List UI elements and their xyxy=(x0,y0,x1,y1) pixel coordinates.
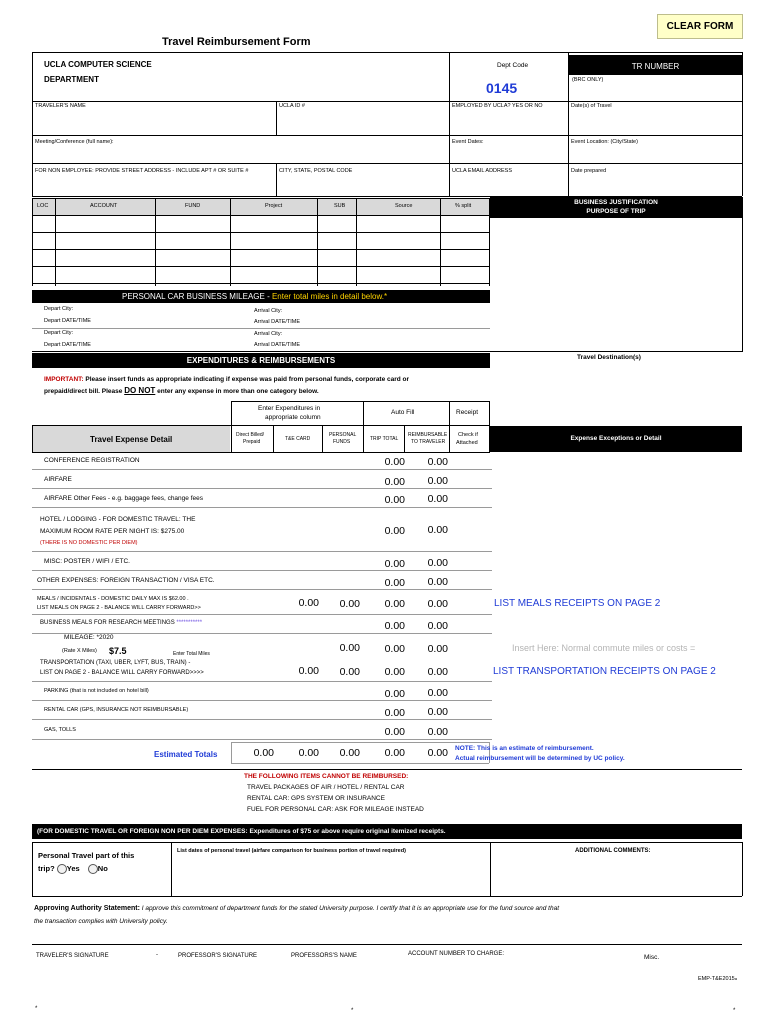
footer-mark-center: * xyxy=(351,1008,354,1014)
enter-total-miles-label: Enter Total Miles xyxy=(173,651,210,657)
arrival-datetime-label-2: Arrival DATE/TIME xyxy=(254,342,301,348)
department-name-line-1: UCLA COMPUTER SCIENCE xyxy=(44,60,152,69)
dates-of-travel-label: Date(s) of Travel xyxy=(571,103,612,109)
total-miles-input[interactable] xyxy=(134,644,164,656)
mileage-reimbursable: 0.00 xyxy=(427,643,448,655)
non-employee-address-label: FOR NON EMPLOYEE: PROVIDE STREET ADDRESS - INCLUDE APT # OR SUITE # xyxy=(35,168,249,174)
estimate-note-line-1: NOTE: This is an estimate of reimbursement. xyxy=(455,745,594,752)
personal-travel-yes-radio[interactable] xyxy=(57,864,67,874)
airfare-trip-total: 0.00 xyxy=(384,476,405,488)
row-transportation-line-2: LIST ON PAGE 2 - BALANCE WILL CARRY FORWARD>>>> xyxy=(40,670,204,676)
arrival-city-label-1: Arrival City: xyxy=(254,308,283,314)
row-meals-line-2: LIST MEALS ON PAGE 2 - BALANCE WILL CARRY FORWARD>> xyxy=(37,605,201,611)
col-reimbursable-1: REIMBURSABLE xyxy=(408,432,448,438)
row-meals-line-1: MEALS / INCIDENTALS - DOMESTIC DAILY MAX IS $62.00 . xyxy=(37,596,189,602)
signature-dash: - xyxy=(156,952,158,958)
itemized-receipts-banner xyxy=(32,824,742,839)
employed-by-ucla-label: EMPLOYED BY UCLA? YES OR NO xyxy=(452,103,543,109)
footer-mark-left: * xyxy=(35,1006,38,1012)
row-transportation-line-1: TRANSPORTATION (TAXI, UBER, LYFT, BUS, TRAIN) - xyxy=(40,660,191,666)
row-airfare: AIRFARE xyxy=(44,476,72,483)
row-rate-value: $7.5 xyxy=(109,646,127,656)
auto-fill-label: Auto Fill xyxy=(391,409,415,416)
fund-col-fund: FUND xyxy=(185,203,201,209)
row-hotel-line-2: MAXIMUM ROOM RATE PER NIGHT IS: $275.00 xyxy=(40,528,185,535)
other-trip-total: 0.00 xyxy=(384,577,405,589)
row-mileage-label: MILEAGE: *2020 xyxy=(64,634,114,641)
ucla-email-input[interactable] xyxy=(450,176,567,195)
row-hotel-note: (THERE IS NO DOMESTIC PER DIEM) xyxy=(40,540,138,546)
purpose-of-trip-label: PURPOSE OF TRIP xyxy=(586,208,646,215)
expenditures-header xyxy=(32,353,490,368)
dept-code-label: Dept Code xyxy=(497,62,529,69)
professors-name-field[interactable] xyxy=(289,961,404,975)
street-address-input[interactable] xyxy=(33,176,275,195)
depart-datetime-label: Depart DATE/TIME xyxy=(44,318,91,324)
professors-signature-field[interactable] xyxy=(176,961,286,975)
additional-comments-input[interactable] xyxy=(492,858,741,894)
important-label: IMPORTANT: xyxy=(44,376,84,383)
airfare-other-reimbursable: 0.00 xyxy=(427,493,448,505)
parking-reimbursable: 0.00 xyxy=(427,687,448,699)
col-check-attached-2: Attached xyxy=(456,440,478,446)
business-meals-reimbursable: 0.00 xyxy=(427,620,448,632)
misc-label: Misc. xyxy=(644,954,660,961)
other-reimbursable: 0.00 xyxy=(427,576,448,588)
professors-name-label: PROFESSORS'S NAME xyxy=(291,953,357,959)
tr-number-header xyxy=(569,55,742,75)
col-trip-total: TRIP TOTAL xyxy=(370,436,399,442)
depart-datetime-label-2: Depart DATE/TIME xyxy=(44,342,91,348)
row-airfare-other-fees: AIRFARE Other Fees - e.g. baggage fees, change fees xyxy=(44,495,203,502)
row-gas-tolls: GAS, TOLLS xyxy=(44,727,76,733)
business-meals-trip-total: 0.00 xyxy=(384,620,405,632)
expense-exceptions-label: Expense Exceptions or Detail xyxy=(570,435,662,442)
meals-trip-total: 0.00 xyxy=(384,598,405,610)
travel-destinations-input[interactable] xyxy=(491,364,741,424)
transport-reimbursable: 0.00 xyxy=(427,666,448,678)
form-code: EMP-T&E2015a xyxy=(698,976,737,982)
city-state-postal-input[interactable] xyxy=(277,176,448,195)
itemized-receipts-text: (FOR DOMESTIC TRAVEL OR FOREIGN NON PER DIEM EXPENSES: Expenditures of $75 or above require original itemized receipts. xyxy=(37,828,446,835)
purpose-of-trip-input[interactable] xyxy=(491,219,741,349)
travel-destinations-label: Travel Destination(s) xyxy=(577,354,641,361)
fund-row-2[interactable] xyxy=(33,233,489,248)
mileage-title: PERSONAL CAR BUSINESS MILEAGE xyxy=(122,292,265,301)
enter-expenditures-line-2: appropriate column xyxy=(265,414,321,421)
transportation-receipts-note: LIST TRANSPORTATION RECEIPTS ON PAGE 2 xyxy=(493,666,716,677)
rental-trip-total: 0.00 xyxy=(384,707,405,719)
event-dates-input[interactable] xyxy=(450,147,567,161)
employed-by-ucla-input[interactable] xyxy=(450,110,567,134)
event-dates-label: Event Dates: xyxy=(452,139,484,145)
hotel-trip-total: 0.00 xyxy=(384,525,405,537)
not-reimbursed-item-1: TRAVEL PACKAGES OF AIR / HOTEL / RENTAL CAR xyxy=(247,784,405,791)
business-justification-header xyxy=(490,197,742,218)
mileage-personal-funds: 0.00 xyxy=(339,642,360,654)
clear-form-button[interactable] xyxy=(657,14,743,39)
col-personal-funds-2: FUNDS xyxy=(333,439,351,445)
ucla-id-input[interactable] xyxy=(277,110,448,134)
col-personal-funds-1: PERSONAL xyxy=(329,432,357,438)
dept-code-value: 0145 xyxy=(486,80,518,96)
row-rental-car: RENTAL CAR (GPS, INSURANCE NOT REIMBURSABLE) xyxy=(44,707,189,713)
fund-col-split: % split xyxy=(455,203,472,209)
travel-expense-detail-header: Travel Expense Detail xyxy=(90,435,173,444)
personal-travel-no-label: No xyxy=(97,864,108,873)
fund-col-account: ACCOUNT xyxy=(90,203,118,209)
hotel-reimbursable: 0.00 xyxy=(427,524,448,536)
mileage-header: PERSONAL CAR BUSINESS MILEAGE - Enter total miles in detail below.* xyxy=(32,290,490,303)
conference-trip-total: 0.00 xyxy=(384,456,405,468)
expense-exceptions-header xyxy=(490,426,742,452)
department-name-line-2: DEPARTMENT xyxy=(44,75,99,84)
total-direct-billed: 0.00 xyxy=(253,747,274,759)
fund-col-project: Project xyxy=(265,203,283,209)
clear-form-label: CLEAR FORM xyxy=(666,21,734,32)
depart-city-label-2: Depart City: xyxy=(44,330,74,336)
row-conference-registration: CONFERENCE REGISTRATION xyxy=(44,457,140,464)
business-justification-label: BUSINESS JUSTIFICATION xyxy=(574,199,658,206)
row-parking: PARKING (that is not included on hotel bill) xyxy=(44,688,149,694)
travelers-signature-field[interactable] xyxy=(34,961,154,975)
receipt-label: Receipt xyxy=(456,409,479,416)
city-state-postal-label: CITY, STATE, POSTAL CODE xyxy=(279,168,353,174)
not-reimbursed-item-3: FUEL FOR PERSONAL CAR: ASK FOR MILEAGE INSTEAD xyxy=(247,806,424,813)
approval-label: Approving Authority Statement: xyxy=(34,905,140,912)
meeting-conference-input[interactable] xyxy=(33,147,448,161)
travelers-name-label: TRAVELER'S NAME xyxy=(35,103,86,109)
parking-trip-total: 0.00 xyxy=(384,688,405,700)
col-reimbursable-2: TO TRAVELER xyxy=(411,439,446,445)
event-location-label: Event Location: (City/State) xyxy=(571,139,638,145)
meals-personal-funds: 0.00 xyxy=(339,598,360,610)
personal-travel-dates-input[interactable] xyxy=(173,858,489,894)
account-number-label: ACCOUNT NUMBER TO CHARGE: xyxy=(408,951,505,957)
col-check-attached-1: Check if xyxy=(458,432,478,438)
dates-of-travel-input[interactable] xyxy=(569,110,741,134)
fund-row-4[interactable] xyxy=(33,267,489,282)
fund-row-3[interactable] xyxy=(33,250,489,265)
personal-travel-dates-label: List dates of personal travel (airfare comparison for business portion of travel required) xyxy=(177,848,406,854)
airfare-other-trip-total: 0.00 xyxy=(384,494,405,506)
date-prepared-input[interactable] xyxy=(569,176,741,195)
row-hotel-line-1: HOTEL / LODGING - FOR DOMESTIC TRAVEL: THE xyxy=(40,516,196,523)
enter-expenditures-line-1: Enter Expenditures in xyxy=(258,405,321,412)
tr-number-label: TR NUMBER xyxy=(631,62,680,71)
date-prepared-label: Date prepared xyxy=(571,168,607,174)
do-not-emphasis: DO NOT xyxy=(124,386,156,395)
travelers-name-input[interactable] xyxy=(33,110,275,134)
additional-comments-label: ADDITIONAL COMMENTS: xyxy=(575,848,651,854)
total-personal-funds: 0.00 xyxy=(339,747,360,759)
expenditures-title: EXPENDITURES & REIMBURSEMENTS xyxy=(186,356,336,365)
account-number-field[interactable] xyxy=(406,961,636,975)
estimate-note-line-2: Actual reimbursement will be determined by UC policy. xyxy=(455,755,625,762)
col-te-card: T&E CARD xyxy=(285,436,311,442)
mileage-title-note: Enter total miles in detail below.* xyxy=(271,292,388,301)
row-misc: MISC: POSTER / WIFI / ETC. xyxy=(44,558,130,565)
col-direct-billed-1: Direct Billed/ xyxy=(236,432,265,438)
transport-trip-total: 0.00 xyxy=(384,666,405,678)
personal-travel-question-1: Personal Travel part of this xyxy=(38,851,135,860)
gas-reimbursable: 0.00 xyxy=(427,726,448,738)
conference-reimbursable: 0.00 xyxy=(427,456,448,468)
col-direct-billed-2: Prepaid xyxy=(243,439,261,445)
meals-reimbursable: 0.00 xyxy=(427,598,448,610)
misc-trip-total: 0.00 xyxy=(384,558,405,570)
not-reimbursed-title: THE FOLLOWING ITEMS CANNOT BE REIMBURSED: xyxy=(244,773,409,780)
footer-mark-right: * xyxy=(733,1008,736,1014)
total-te-card: 0.00 xyxy=(298,747,319,759)
form-title: Travel Reimbursement Form xyxy=(162,36,311,48)
estimated-totals-label: Estimated Totals xyxy=(154,750,218,759)
important-note-line-1: IMPORTANT: Please insert funds as appropriate indicating if expense was paid from personal funds, corporate card or xyxy=(44,376,410,383)
row-rate-label: (Rate X Miles) xyxy=(62,648,97,654)
not-reimbursed-item-2: RENTAL CAR: GPS SYSTEM OR INSURANCE xyxy=(247,795,385,802)
fund-row-1[interactable] xyxy=(33,216,489,231)
row-business-meals: BUSINESS MEALS FOR RESEARCH MEETINGS *********** xyxy=(40,620,203,626)
misc-reimbursable: 0.00 xyxy=(427,557,448,569)
professors-signature-label: PROFESSOR'S SIGNATURE xyxy=(178,953,258,959)
approval-statement-line-2: the transaction complies with University policy. xyxy=(34,918,168,925)
fund-col-sub: SUB xyxy=(334,203,346,209)
ucla-id-label: UCLA ID # xyxy=(279,103,305,109)
arrival-datetime-label-1: Arrival DATE/TIME xyxy=(254,319,301,325)
commute-miles-input-hint[interactable]: Insert Here: Normal commute miles or costs = xyxy=(512,643,696,653)
personal-travel-yes-label: Yes xyxy=(66,864,80,873)
ucla-email-label: UCLA EMAIL ADDRESS xyxy=(452,168,513,174)
meals-receipts-note: LIST MEALS RECEIPTS ON PAGE 2 xyxy=(494,598,661,609)
row-other-expenses: OTHER EXPENSES: FOREIGN TRANSACTION / VISA ETC. xyxy=(37,577,215,584)
brc-only-label: (BRC ONLY) xyxy=(572,77,604,83)
fund-col-loc: LOC xyxy=(37,203,49,209)
fund-col-source: Source xyxy=(395,203,413,209)
transport-personal-funds: 0.00 xyxy=(339,666,360,678)
meeting-conference-label: Meeting/Conference (full name): xyxy=(35,139,114,145)
rental-reimbursable: 0.00 xyxy=(427,706,448,718)
meals-te-card: 0.00 xyxy=(298,597,319,609)
event-location-input[interactable] xyxy=(569,147,741,161)
arrival-city-label-2: Arrival City: xyxy=(254,331,283,337)
personal-travel-no-radio[interactable] xyxy=(88,864,98,874)
airfare-reimbursable: 0.00 xyxy=(427,475,448,487)
approval-statement-line-1: Approving Authority Statement: I approve this commitment of department funds for the stated University purpose. I certify that it is an appropriate use for the fund source and that xyxy=(34,905,560,912)
mileage-trip-total: 0.00 xyxy=(384,643,405,655)
travelers-signature-label: TRAVELER'S SIGNATURE xyxy=(36,953,109,959)
personal-travel-question-2: trip? Yes No xyxy=(38,864,108,873)
total-reimbursable: 0.00 xyxy=(427,747,448,759)
total-trip-total: 0.00 xyxy=(384,747,405,759)
transport-te-card: 0.00 xyxy=(298,665,319,677)
gas-trip-total: 0.00 xyxy=(384,726,405,738)
important-note-line-2: prepaid/direct bill. Please DO NOT enter any expense in more than one category below. xyxy=(44,386,319,395)
depart-city-label: Depart City: xyxy=(44,306,74,312)
